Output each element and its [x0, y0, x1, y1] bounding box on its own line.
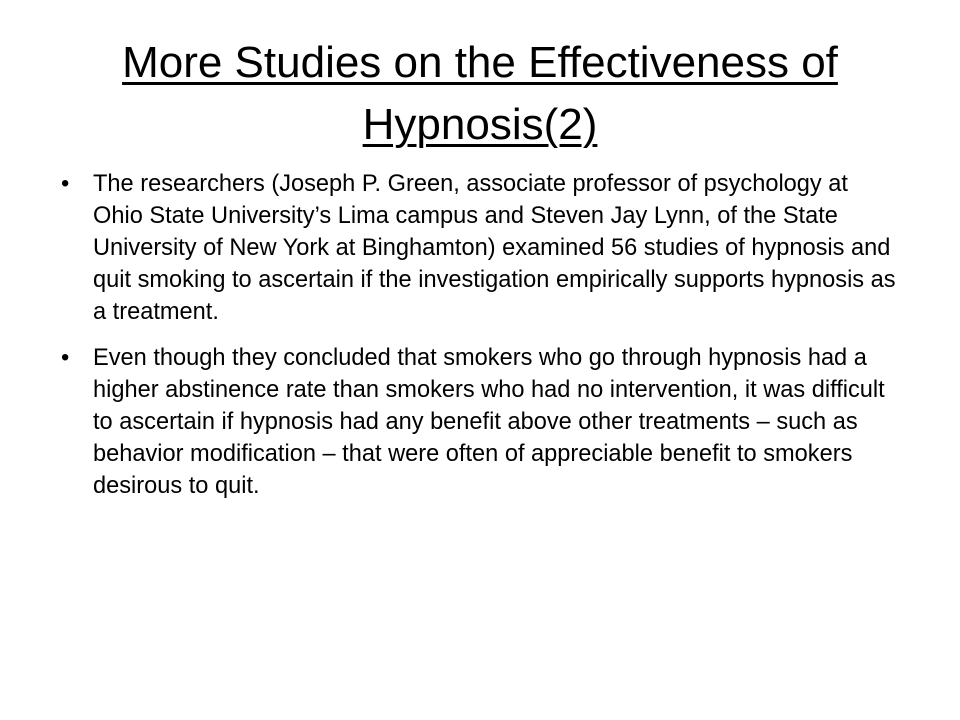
- bullet-list: [48, 168, 900, 516]
- bullet-text: Even though they concluded that smokers who go through hypnosis had a higher abstinence rate than smokers who had no intervention, it was difficult to ascertain if hypnosis had any benefit above other treatments – such as behavior modification – that were often of appreciable benefit to smokers desirous to quit.: [93, 345, 885, 499]
- bullet-text: The researchers (Joseph P. Green, associate professor of psychology at Ohio State University’s Lima campus and Steven Jay Lynn, of the State University of New York at Binghamton) examined 56 studies of hypnosis and quit smoking to ascertain if the investigation empirically supports hypnosis as a treatment.: [93, 171, 896, 325]
- bullet-dot-icon: •: [61, 345, 70, 371]
- bullet-dot-icon: •: [61, 171, 70, 197]
- bullet-item: [48, 342, 900, 502]
- slide-title: More Studies on the Effectiveness of Hypnosis(2): [122, 38, 838, 149]
- bullet-item: [48, 168, 900, 328]
